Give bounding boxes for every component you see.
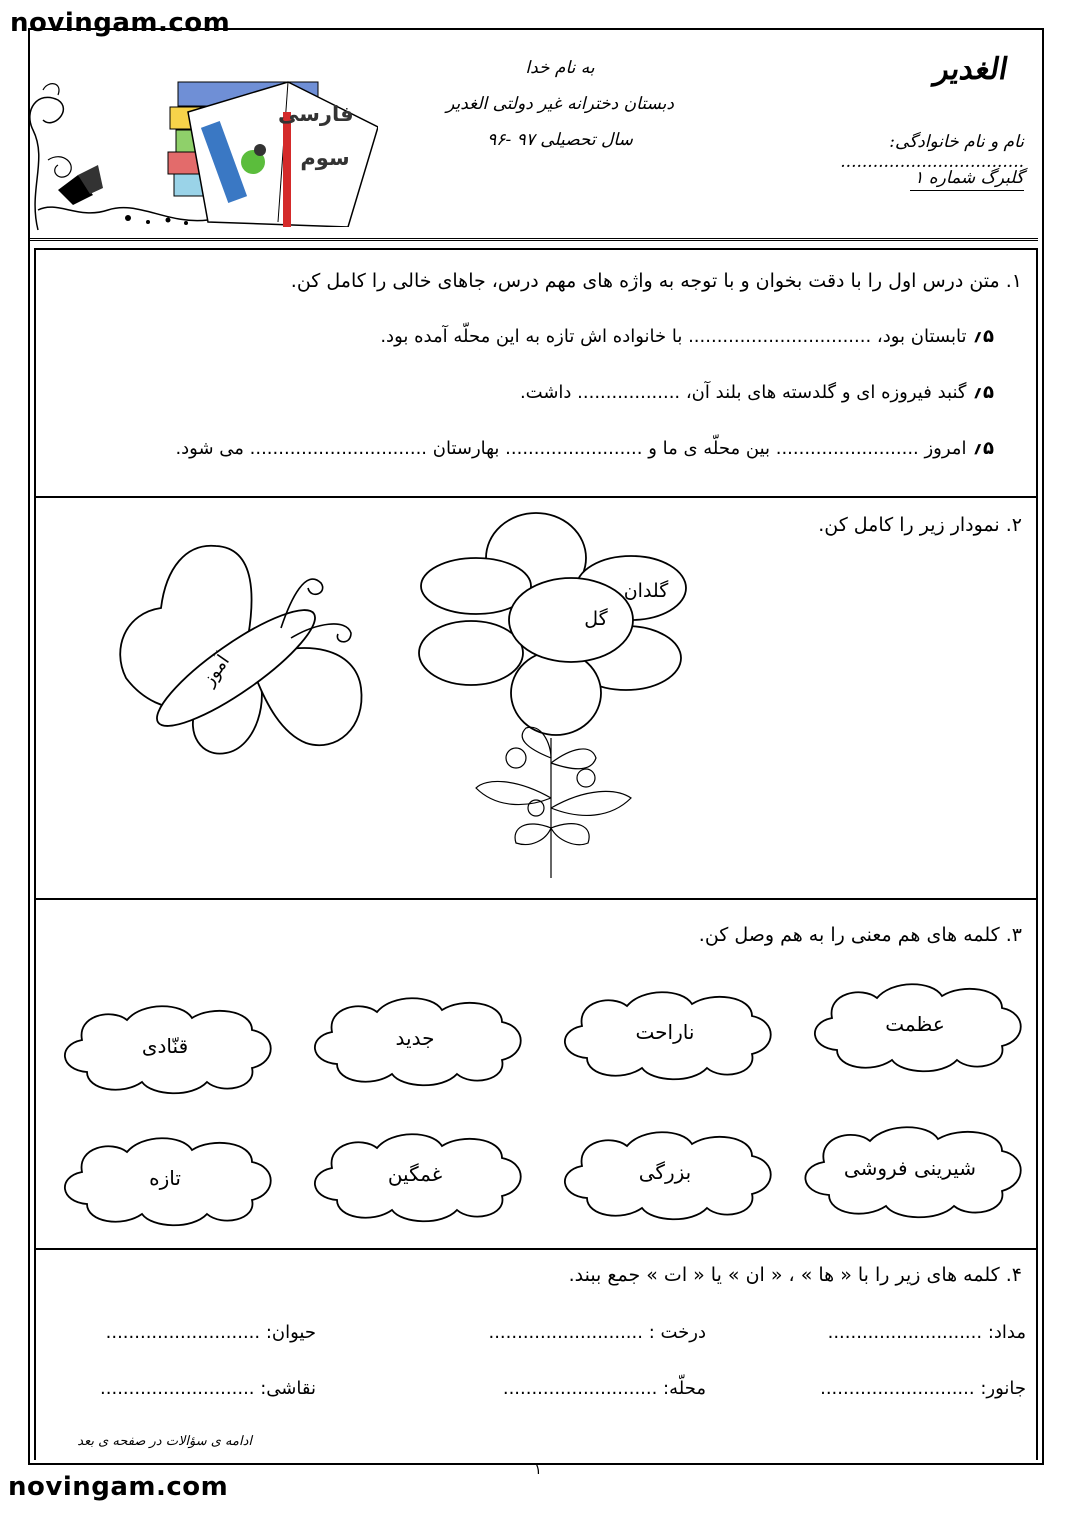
question-1-section: [34, 248, 1038, 498]
flower-petal-label: گلدان: [623, 580, 669, 602]
bullet-icon: ۵؍: [972, 326, 994, 347]
question-3-title: ۳. کلمه های هم معنی را به هم وصل کن.: [698, 924, 1022, 946]
question-3-section: [34, 898, 1038, 1250]
cloud-word[interactable]: جدید: [302, 992, 528, 1088]
bullet-icon: ۵؍: [972, 382, 994, 403]
flower-center-label: گل: [584, 608, 608, 630]
flower-diagram: [376, 508, 696, 898]
cloud-word[interactable]: بزرگی: [552, 1126, 778, 1222]
cloud-word[interactable]: تازه: [52, 1132, 278, 1228]
academic-year: سال تحصیلی ۹۷ -۹۶: [487, 130, 633, 150]
question-4-section: [34, 1248, 1038, 1460]
cloud-word[interactable]: قنّادی: [52, 1000, 278, 1096]
question-4-title: ۴. کلمه های زیر را با « ها » ، « ان » یا « ات » جمع ببند.: [568, 1264, 1022, 1286]
butterfly-body-label: آموز: [198, 651, 234, 690]
bullet-icon: ۵؍: [972, 438, 994, 459]
question-1-title: ۱. متن درس اول را با دقت بخوان و با توجه به واژه های مهم درس، جاهای خالی را کامل کن.: [290, 270, 1022, 292]
sheet-number: گلبرگ شماره ۱: [910, 168, 1024, 191]
watermark-bottom: novingam.com: [8, 1472, 229, 1502]
question-2-section: [34, 496, 1038, 900]
fill-blank-line-3[interactable]: ۵؍امروز ......................... بین محلّه ی ما و ........................ بهارستان ............................... می شود.: [175, 438, 994, 459]
school-logo: الغدیر: [931, 52, 1011, 87]
fill-blank-line-2[interactable]: ۵؍گنبد فیروزه ای و گلدسته های بلند آن، .................. داشت.: [519, 382, 994, 403]
cloud-word[interactable]: عظمت: [802, 978, 1028, 1074]
book-stack-icon: [148, 52, 378, 227]
cloud-word[interactable]: غمگین: [302, 1128, 528, 1224]
watermark-top: novingam.com: [10, 8, 231, 38]
book-title-1: فارسی: [278, 102, 354, 126]
book-title-2: سوم: [300, 146, 350, 170]
plural-field[interactable]: محلّه: ...........................: [502, 1378, 706, 1399]
plural-field[interactable]: جانور: ...........................: [820, 1378, 1026, 1399]
school-name: دبستان دخترانه غیر دولتی الغدیر: [446, 94, 674, 114]
student-name-field[interactable]: نام و نام خانوادگی: ..................................: [840, 132, 1024, 172]
plural-field[interactable]: نقاشی: ...........................: [100, 1378, 316, 1399]
bismillah: به نام خدا: [525, 58, 595, 78]
continued-note: ادامه ی سؤالات در صفحه ی بعد: [77, 1434, 252, 1449]
page-number: ۱: [534, 1462, 542, 1478]
plural-field[interactable]: مداد: ...........................: [827, 1322, 1026, 1343]
butterfly-diagram: [106, 538, 386, 778]
plural-field[interactable]: درخت : ...........................: [488, 1322, 706, 1343]
header: [30, 30, 1038, 241]
question-2-title: ۲. نمودار زیر را کامل کن.: [818, 514, 1022, 536]
cloud-word[interactable]: ناراحت: [552, 986, 778, 1082]
cloud-word[interactable]: شیرینی فروشی: [792, 1120, 1028, 1220]
plural-field[interactable]: حیوان: ...........................: [105, 1322, 316, 1343]
fill-blank-line-1[interactable]: ۵؍تابستان بود، ................................ با خانواده اش تازه به این محلّه آمده بود.: [380, 326, 994, 347]
